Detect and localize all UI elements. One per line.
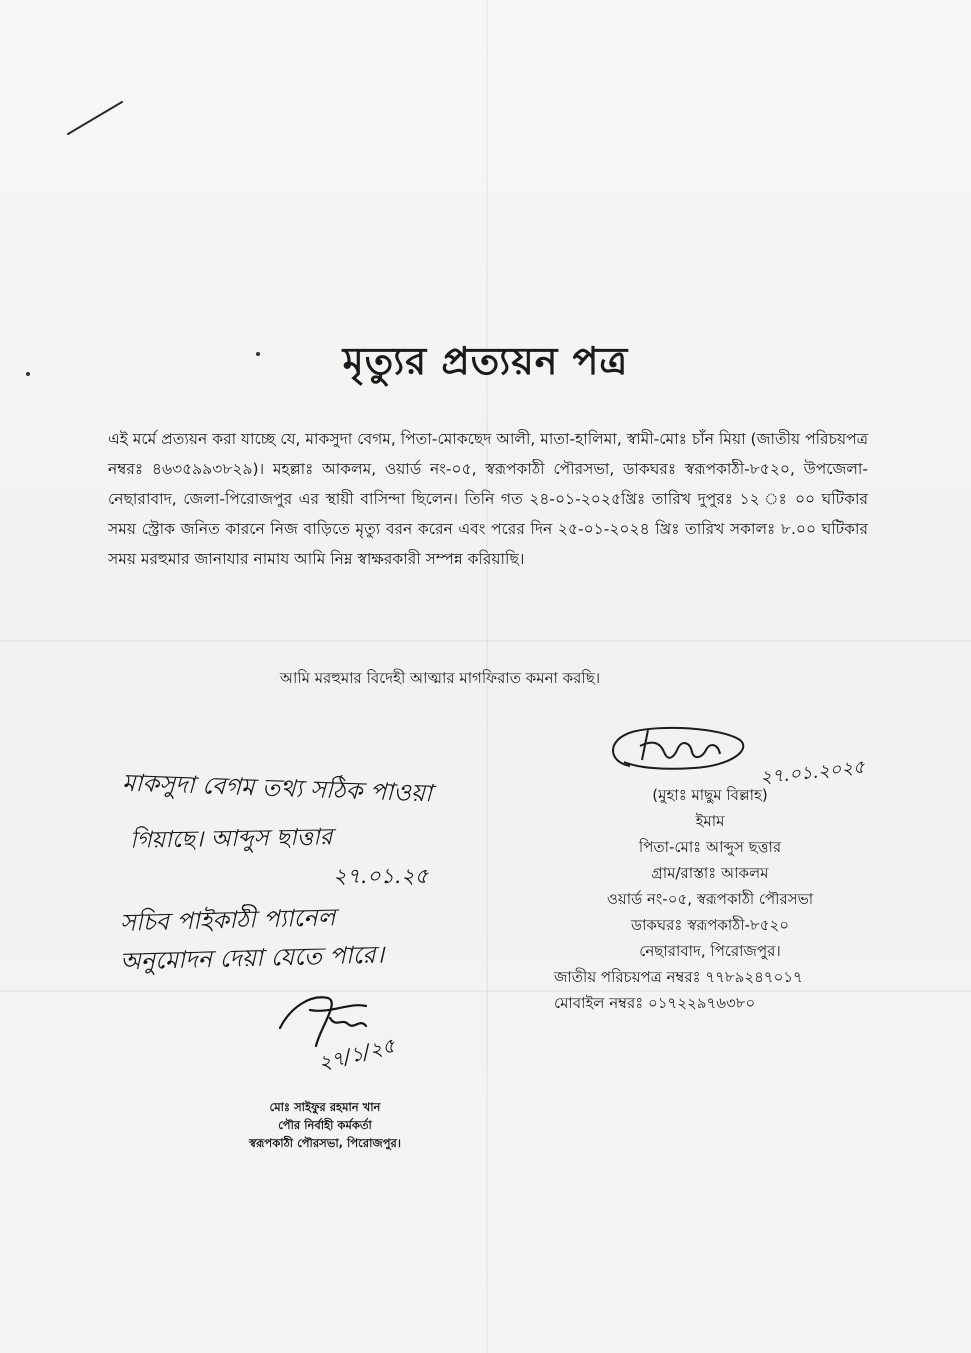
imam-district: নেছারাবাদ, পিরোজপুর।: [639, 942, 781, 960]
imam-designation: ইমাম: [695, 812, 725, 830]
imam-signature: [602, 718, 752, 778]
pen-stroke-mark: [64, 96, 128, 140]
handwritten-note-line: অনুমোদন দেয়া যেতে পারে।: [119, 940, 385, 976]
imam-name: (মুহাঃ মাছুম বিল্লাহ): [652, 786, 768, 804]
document-title: মৃত্যুর প্রত্যয়ন পত্র: [342, 339, 629, 383]
imam-signature-date: ২৭.০১.২০২৫: [759, 756, 866, 789]
officer-designation: পৌর নির্বাহী কর্মকর্তা: [278, 1118, 372, 1132]
officer-name: মোঃ সাইফুর রহমান খান: [269, 1100, 381, 1114]
handwritten-note-line: মাকসুদা বেগম তথ্য সঠিক পাওয়া: [121, 768, 433, 808]
imam-ward: ওয়ার্ড নং-০৫, স্বরূপকাঠী পৌরসভা: [606, 890, 814, 908]
imam-nid: জাতীয় পরিচয়পত্র নম্বরঃ ৭৭৮৯২৪৭০১৭: [554, 968, 803, 986]
officer-details: [200, 1098, 450, 1152]
handwritten-note-line: গিয়াছে। আব্দুস ছাত্তার: [129, 824, 333, 854]
imam-post: ডাকঘরঃ স্বরূপকাঠী-৮৫২০: [631, 916, 789, 934]
handwritten-note-date: ২৭.০১.২৫: [333, 864, 429, 888]
prayer-line: আমি মরহুমার বিদেহী আত্মার মাগফিরাত কমনা করছি।: [279, 669, 601, 687]
handwritten-note-line: সচিব পাইকাঠী প্যানেল: [119, 903, 336, 937]
imam-details: [540, 782, 880, 1016]
imam-father: পিতা-মোঃ আব্দুস ছত্তার: [638, 838, 782, 856]
officer-office: স্বরূপকাঠী পৌরসভা, পিরোজপুর।: [249, 1136, 401, 1150]
imam-village: গ্রাম/রাস্তাঃ আকলম: [651, 864, 769, 882]
imam-mobile: মোবাইল নম্বরঃ ০১৭২২৯৭৬৩৮০: [554, 994, 756, 1012]
certificate-body: এই মর্মে প্রত্যয়ন করা যাচ্ছে যে, মাকসুদা বেগম, পিতা-মোকছেদ আলী, মাতা-হালিমা, স্বামী-মোঃ চাঁন মিয়া (জাতীয় পরিচয়পত্র নম্বরঃ ৪৬৩৫৯৯৩৮২৯)। মহল্লাঃ আকলম, ওয়ার্ড নং-০৫, স্বরূপকাঠী পৌরসভা, ডাকঘরঃ স্বরূপকাঠী-৮৫২০, উপজেলা-নেছারাবাদ, জেলা-পিরোজপুর এর স্থায়ী বাসিন্দা ছিলেন। তিনি গত ২৪-০১-২০২৫খ্রিঃ তারিখ দুপুরঃ ১২ ঃ ০০ ঘটিকার সময় স্ট্রোক জনিত কারনে নিজ বাড়িতে মৃত্যু বরন করেন এবং পরের দিন ২৫-০১-২০২৪ খ্রিঃ তারিখ সকালঃ ৮.০০ ঘটিকার সময় মরহুমার জানাযার নামায আমি নিম্ন স্বাক্ষরকারী সম্পন্ন করিয়াছি।: [108, 430, 868, 568]
officer-signature-date: ২৭/১/২৫: [315, 1032, 398, 1076]
